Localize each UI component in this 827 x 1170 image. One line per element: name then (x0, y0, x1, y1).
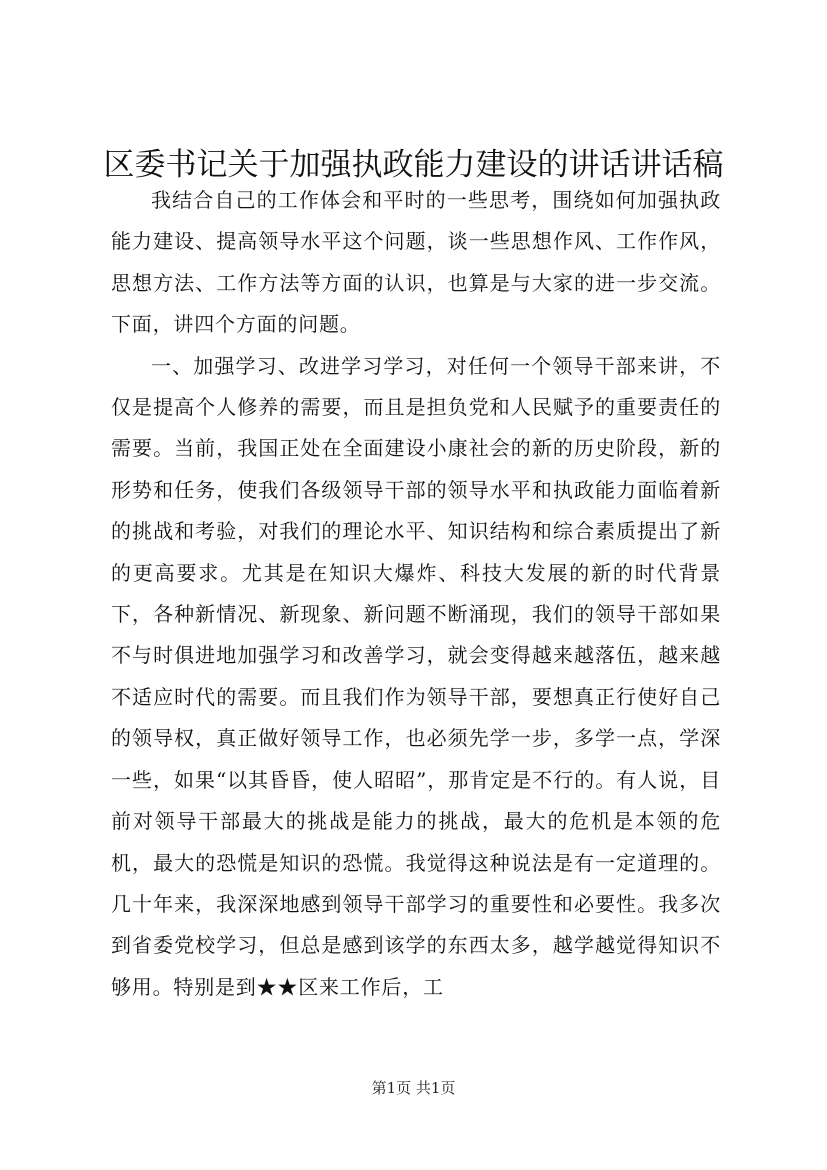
document-title: 区委书记关于加强执政能力建设的讲话讲话稿 (103, 147, 724, 183)
document-body (111, 180, 721, 1008)
page-footer: 第1页 共1页 (371, 1079, 456, 1097)
paragraph-section-one: 一、加强学习、改进学习学习，对任何一个领导干部来讲，不仅是提高个人修养的需要，而且是担负党和人民赋予的重要责任的需要。当前，我国正处在全面建设小康社会的新的历史阶段，新的形势和任务，使我们各级领导干部的领导水平和执政能力面临着新的挑战和考验，对我们的理论水平、知识结构和综合素质提出了新的更高要求。尤其是在知识大爆炸、科技大发展的新的时代背景下，各种新情况、新现象、新问题不断涌现，我们的领导干部如果不与时俱进地加强学习和改善学习，就会变得越来越落伍，越来越不适应时代的需要。而且我们作为领导干部，要想真正行使好自己的领导权，真正做好领导工作，也必须先学一步，多学一点，学深一些，如果“以其昏昏，使人昭昭”，那肯定是不行的。有人说，目前对领导干部最大的挑战是能力的挑战，最大的危机是本领的危机，最大的恐慌是知识的恐慌。我觉得这种说法是有一定道理的。几十年来，我深深地感到领导干部学习的重要性和必要性。我多次到省委党校学习，但总是感到该学的东西太多，越学越觉得知识不够用。特别是到★★区来工作后，工 (111, 353, 721, 999)
paragraph-intro: 我结合自己的工作体会和平时的一些思考，围绕如何加强执政能力建设、提高领导水平这个问题，谈一些思想作风、工作作风，思想方法、工作方法等方面的认识，也算是与大家的进一步交流。下面，讲四个方面的问题。 (111, 188, 721, 337)
